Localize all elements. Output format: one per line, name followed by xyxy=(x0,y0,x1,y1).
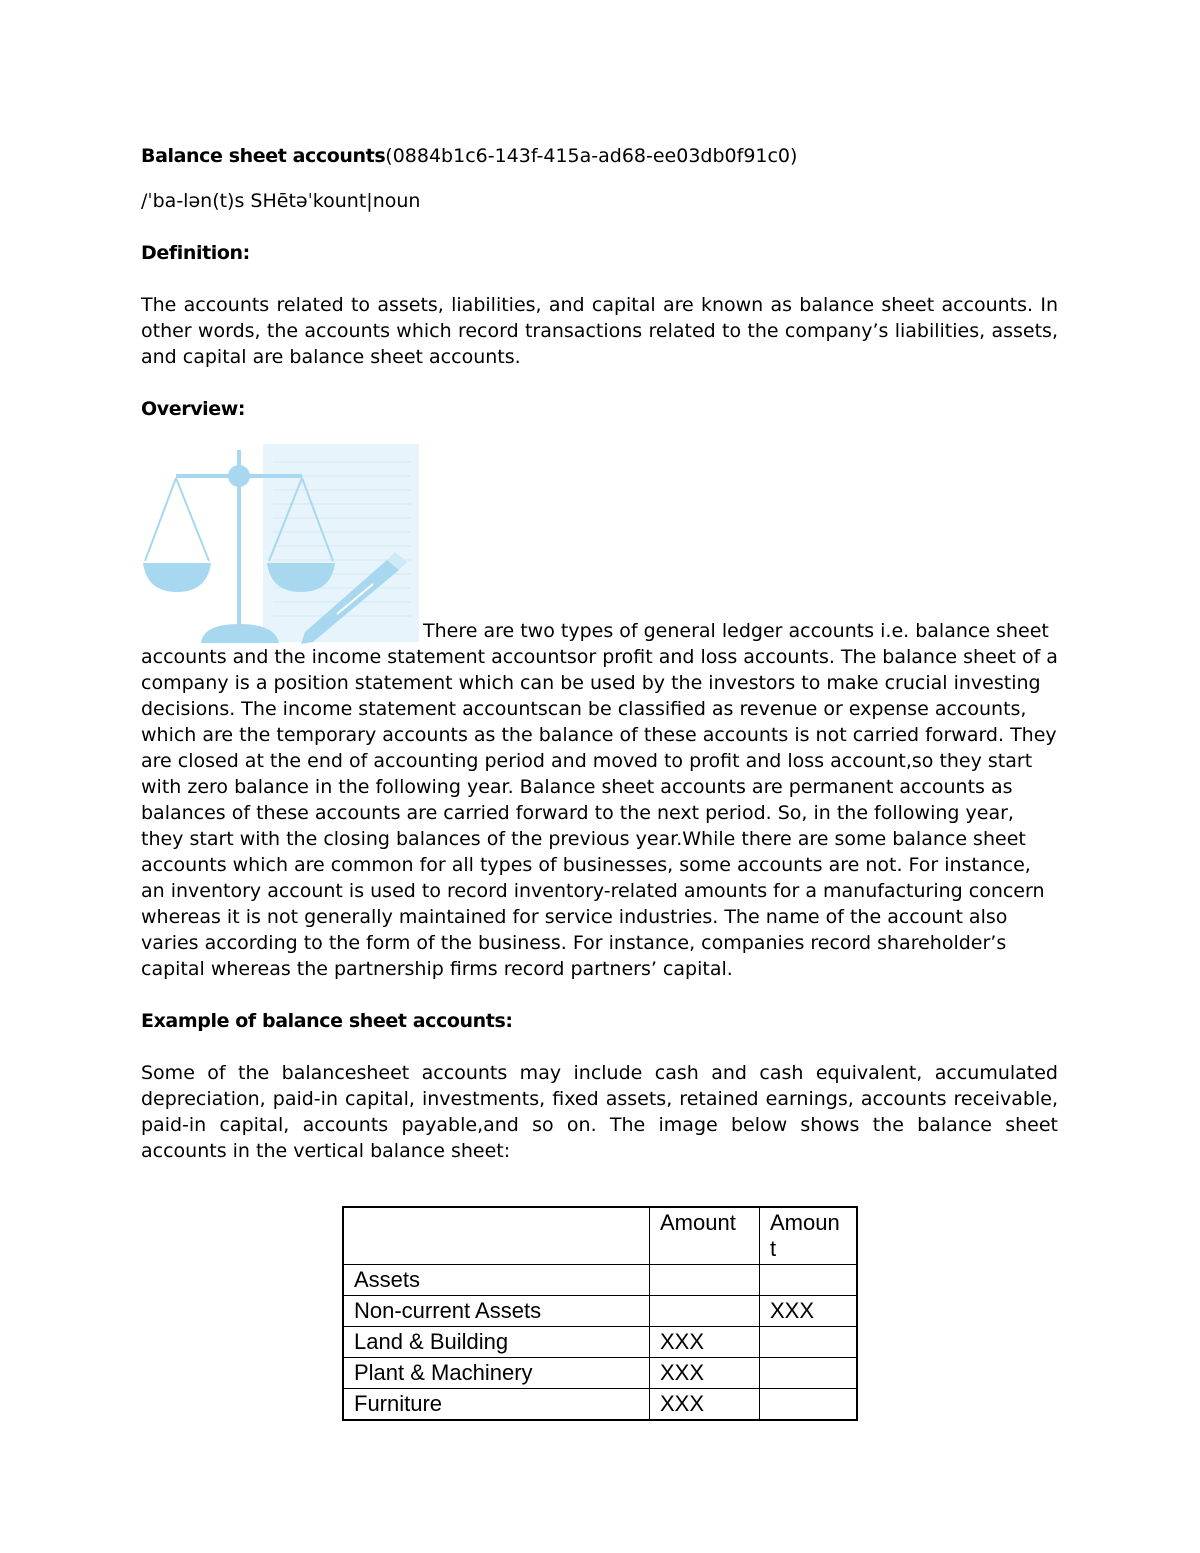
table-cell: Plant & Machinery xyxy=(343,1358,650,1389)
table-row xyxy=(343,1358,857,1389)
table-cell xyxy=(760,1327,858,1358)
title-line xyxy=(141,136,1058,176)
overview-text: There are two types of general ledger accounts i.e. balance sheet accounts and the income statement accountsor profit and loss accounts. The balance sheet of a company is a position statement which can be used by the investors to make crucial investing decisions. The income statement accountscan be classified as revenue or expense accounts, which are the temporary accounts as the balance of these accounts is not carried forward. They are closed at the end of accounting period and moved to profit and loss account,so they start with zero balance in the following year. Balance sheet accounts are permanent accounts as balances of these accounts are carried forward to the next period. So, in the following year, they start with the closing balances of the previous year.While there are some balance sheet accounts which are common for all types of businesses, some accounts are not. For instance, an inventory account is used to record inventory-related amounts for a manufacturing concern whereas it is not generally maintained for service industries. The name of the account also varies according to the form of the business. For instance, companies record shareholder’s capital whereas the partnership firms record partners’ capital. xyxy=(141,620,1058,980)
table-header-row xyxy=(343,1207,857,1265)
pronunciation: /ˈba-lən(t)s SHētəˈkount|noun xyxy=(141,190,421,212)
document-body xyxy=(141,136,1058,1164)
example-text: Some of the balancesheet accounts may include cash and cash equivalent, accumulated depreciation, paid-in capital, investments, fixed assets, retained earnings, accounts receivable, paid-in capital, accounts payable,and so on. The image below shows the balance sheet accounts in the vertical balance sheet: xyxy=(141,1062,1058,1162)
table-cell: XXX xyxy=(650,1327,760,1358)
header-cell-amount-2: Amoun t xyxy=(760,1207,858,1265)
table-cell: XXX xyxy=(650,1358,760,1389)
table-cell xyxy=(760,1389,858,1421)
table-cell xyxy=(760,1358,858,1389)
table-cell xyxy=(650,1296,760,1327)
table-cell: Non-current Assets xyxy=(343,1296,650,1327)
table-cell: XXX xyxy=(760,1296,858,1327)
table-row xyxy=(343,1265,857,1296)
header-cell-amount: Amount xyxy=(650,1207,760,1265)
balance-sheet-table xyxy=(342,1206,858,1421)
table-row xyxy=(343,1327,857,1358)
balance-scale-illustration xyxy=(141,444,421,644)
table-cell xyxy=(650,1265,760,1296)
overview-heading: Overview: xyxy=(141,398,246,420)
example-heading: Example of balance sheet accounts: xyxy=(141,1010,513,1032)
table-row xyxy=(343,1296,857,1327)
scale-pen-image xyxy=(141,444,421,644)
table-cell: Furniture xyxy=(343,1389,650,1421)
definition-text: The accounts related to assets, liabilities, and capital are known as balance sheet accounts. In other words, the accounts which record transactions related to the company’s liabilities, assets, and capital are balance sheet accounts. xyxy=(141,294,1058,368)
term-title: Balance sheet accounts xyxy=(141,145,386,167)
header-cell xyxy=(343,1207,650,1265)
table-cell: Land & Building xyxy=(343,1327,650,1358)
term-id: (0884b1c6-143f-415a-ad68-ee03db0f91c0) xyxy=(385,145,798,167)
overview-block xyxy=(141,444,1058,982)
table-cell: XXX xyxy=(650,1389,760,1421)
definition-heading: Definition: xyxy=(141,242,250,264)
table-cell: Assets xyxy=(343,1265,650,1296)
table-cell xyxy=(760,1265,858,1296)
table-row xyxy=(343,1389,857,1421)
